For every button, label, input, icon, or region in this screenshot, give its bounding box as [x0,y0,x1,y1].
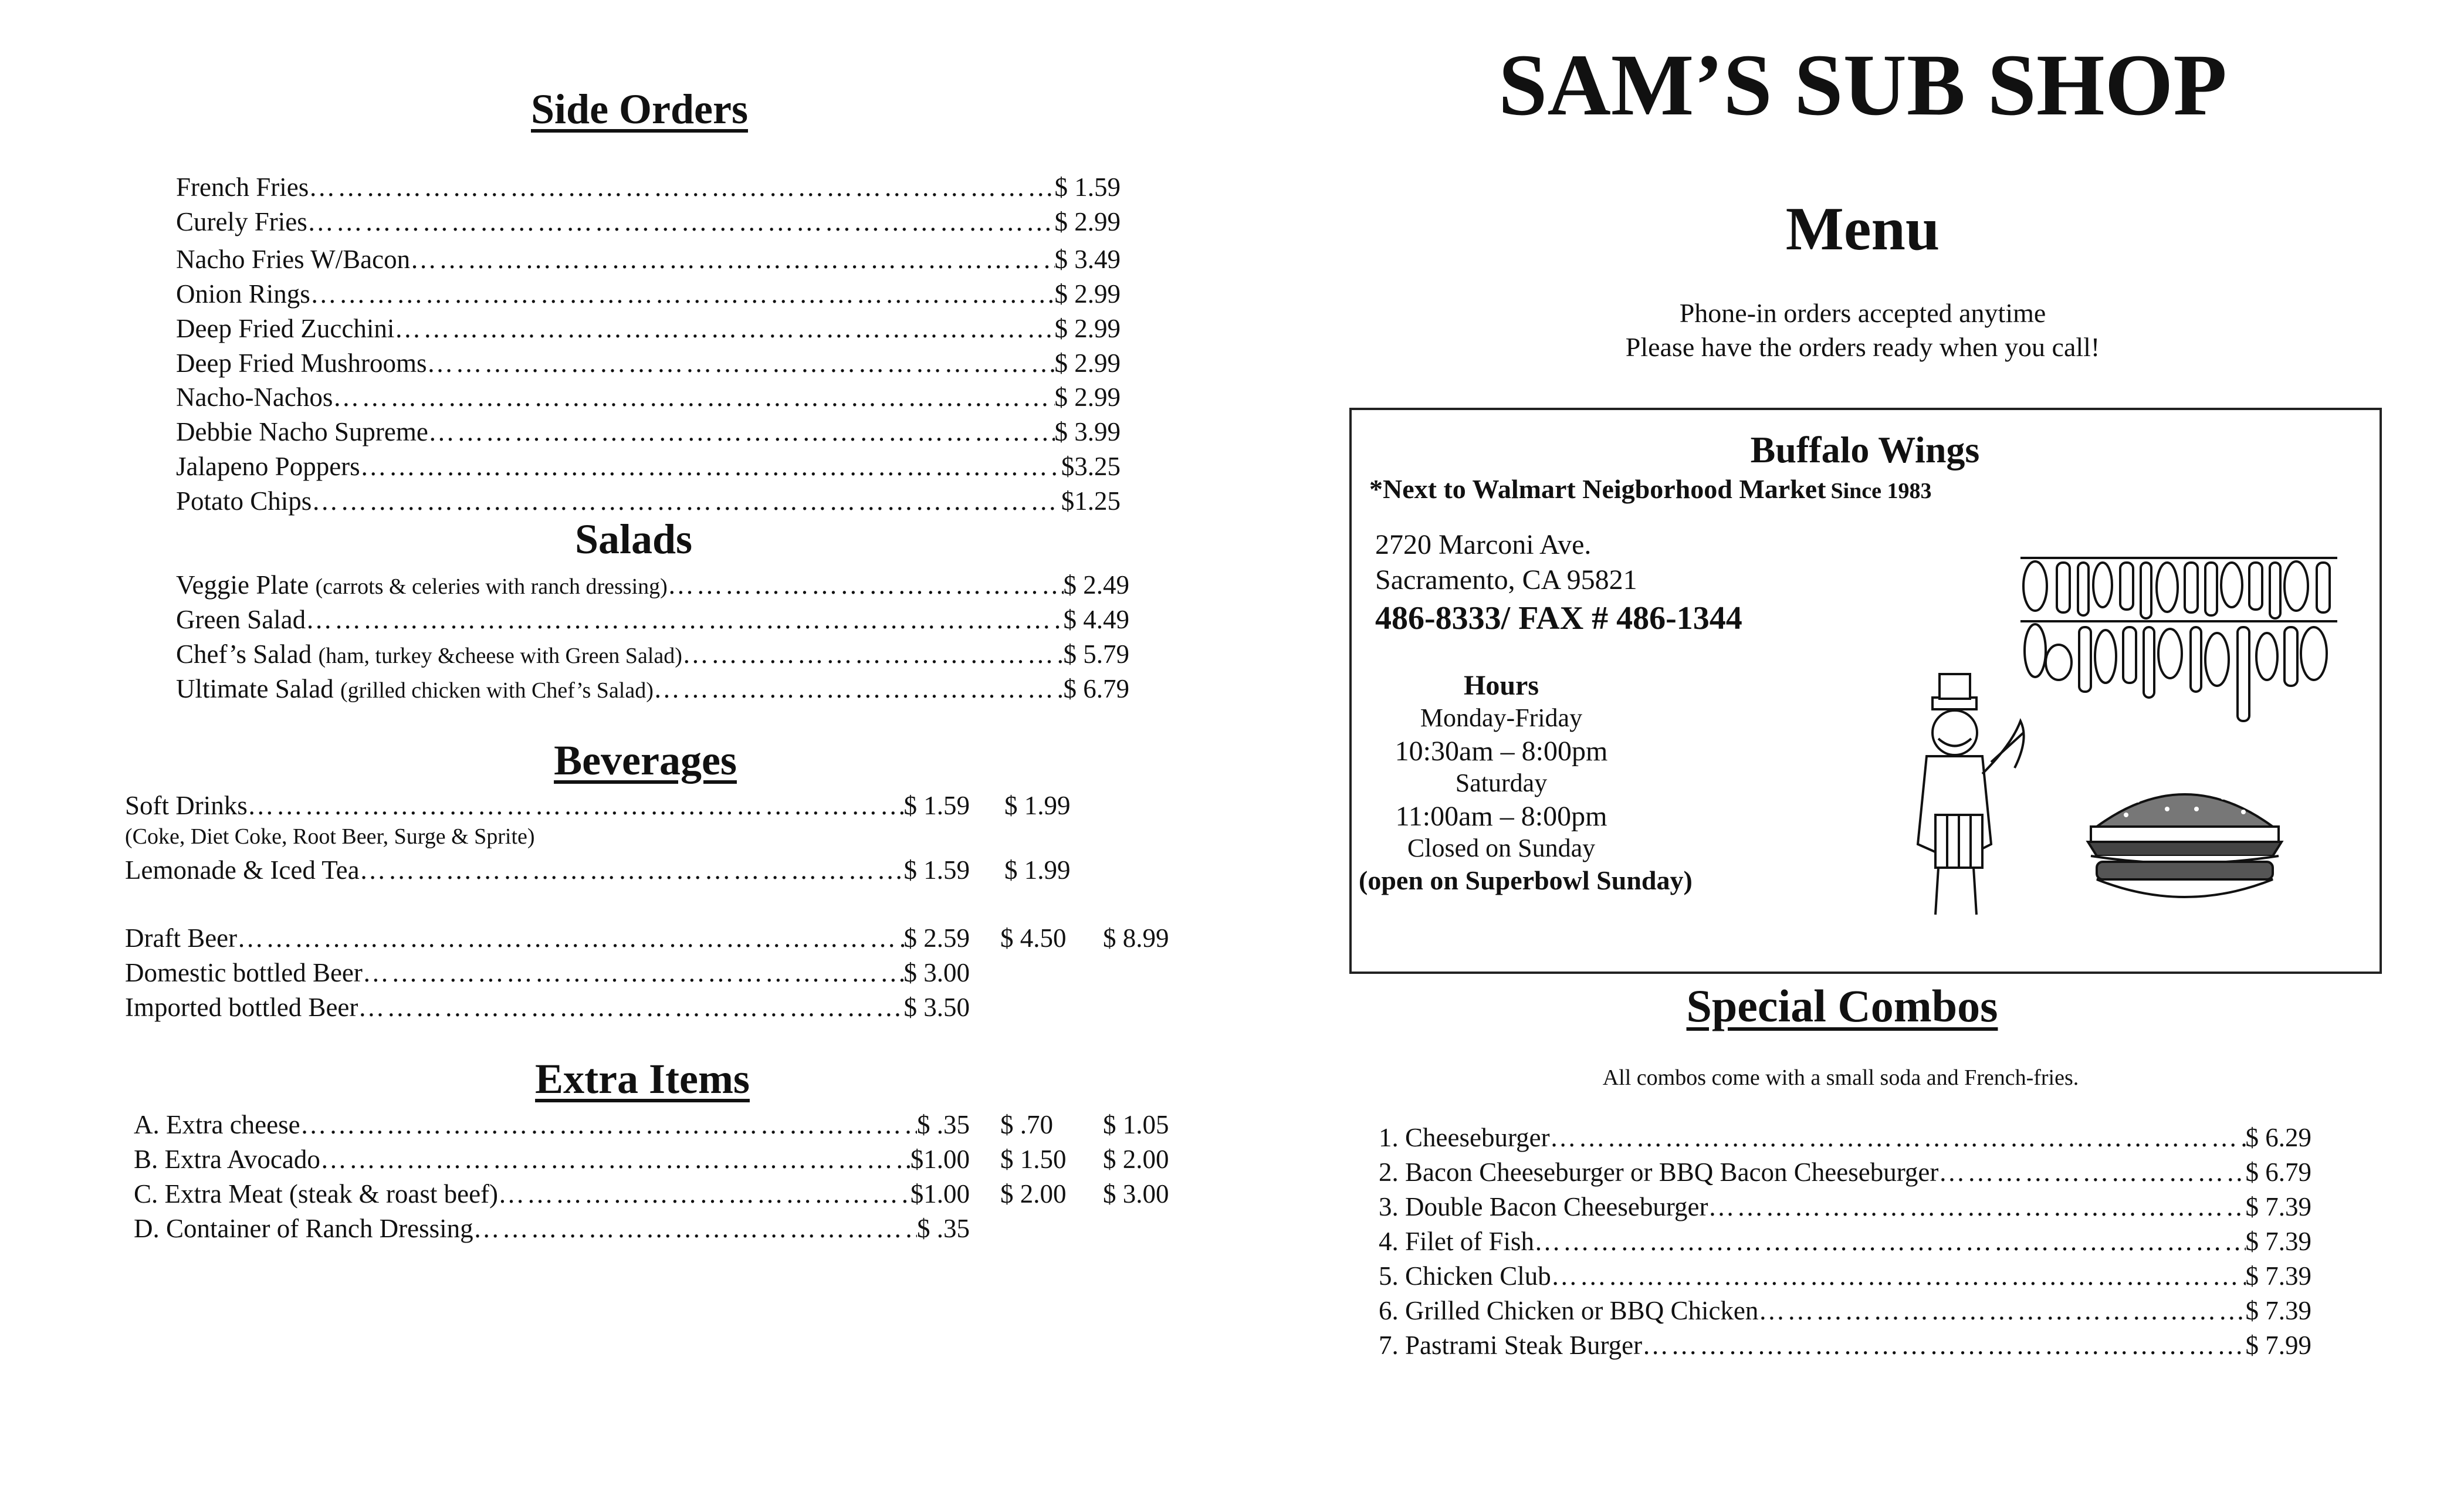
item-price: $ 1.59 [903,791,970,820]
item-name: Nacho Fries W/Bacon [176,245,411,274]
item-description: (carrots & celeries with ranch dressing) [315,574,668,599]
item-price: $ 2.99 [1054,279,1121,309]
list-item [1379,1294,2311,1328]
saturday-hours: 11:00am – 8:00pm [1395,801,1607,832]
item-price-large: $ 1.99 [1004,791,1071,820]
item-name: Deep Fried Zucchini [176,314,395,343]
item-price: $ 3.00 [903,958,970,987]
item-name: Veggie Plate [176,570,309,600]
info-box-title: Buffalo Wings [1750,429,1980,471]
list-item [1379,1259,2311,1293]
salads-heading: Salads [574,516,693,563]
list-item [176,170,1121,204]
item-price: $ 6.29 [2245,1123,2311,1152]
list-item [125,853,970,887]
item-price: $ 1.59 [1054,172,1121,202]
item-name: 3. Double Bacon Cheeseburger [1379,1192,1708,1221]
list-item [1379,1190,2311,1224]
side-orders-heading: Side Orders [531,86,748,133]
info-box [1349,408,2382,974]
item-price-medium: $ 4.50 [1000,923,1067,953]
extra-items-heading: Extra Items [535,1055,750,1102]
item-price: $1.00 [910,1179,970,1209]
item-price: $ 6.79 [2245,1157,2311,1187]
item-name: D. Container of Ranch Dressing [134,1214,473,1243]
item-name: Debbie Nacho Supreme [176,417,428,446]
item-price: $ 2.49 [1063,570,1129,600]
saturday-label: Saturday [1455,769,1548,797]
tagline: *Next to Walmart Neigborhood Market [1369,474,1826,504]
item-price: $ 7.99 [2245,1331,2311,1360]
item-price-large: $ 1.99 [1004,855,1071,885]
item-description: (grilled chicken with Chef’s Salad) [340,678,654,703]
item-price: $ 7.39 [2245,1192,2311,1221]
item-name: 5. Chicken Club [1379,1261,1551,1291]
since-label: Since 1983 [1830,479,1932,503]
item-price: $ 6.79 [1063,674,1129,703]
item-price: $ 4.49 [1063,605,1129,634]
list-item [176,484,1121,518]
list-item [176,312,1121,346]
item-name: Imported bottled Beer [125,993,358,1022]
list-item [1379,1121,2311,1155]
list-item [176,449,1121,483]
list-item [1379,1328,2311,1362]
address-line-2: Sacramento, CA 95821 [1375,564,1637,595]
list-item [176,346,1121,380]
weekday-hours: 10:30am – 8:00pm [1395,736,1608,767]
list-item [176,637,1129,673]
item-name: Ultimate Salad [176,674,334,703]
list-item [1379,1155,2311,1189]
item-price-large: $ 1.05 [1103,1110,1169,1139]
item-name: 4. Filet of Fish [1379,1227,1535,1256]
item-name: Potato Chips [176,486,312,516]
item-name: 6. Grilled Chicken or BBQ Chicken [1379,1296,1759,1325]
item-price: $ 7.39 [2245,1227,2311,1256]
list-item [125,788,970,823]
shop-name: SAM’S SUB SHOP [1498,36,2227,134]
sunday-closed: Closed on Sunday [1407,834,1596,862]
item-price: $ 2.99 [1054,207,1121,236]
list-item [125,956,970,990]
item-price: $ 2.59 [903,923,970,953]
item-price: $ 3.99 [1054,417,1121,446]
item-name: French Fries [176,172,309,202]
item-price: $1.00 [910,1145,970,1174]
item-name: 2. Bacon Cheeseburger or BBQ Bacon Cheeseburger [1379,1157,1939,1187]
item-name: Green Salad [176,605,306,634]
list-item [1379,1224,2311,1258]
list-item [176,603,1129,637]
list-item [176,205,1121,239]
phone-orders-note: Phone-in orders accepted anytime [1679,298,2046,328]
item-price-medium: $ 2.00 [1000,1179,1067,1209]
item-name: Chef’s Salad [176,639,312,669]
list-item [176,672,1129,708]
item-name: Draft Beer [125,923,238,953]
item-price-large: $ 2.00 [1103,1145,1169,1174]
item-price-large: $ 3.00 [1103,1179,1169,1209]
item-description: (ham, turkey &cheese with Green Salad) [318,644,682,668]
list-item [134,1177,970,1211]
list-item [176,568,1129,604]
item-price: $ 7.39 [2245,1261,2311,1291]
superbowl-note: (open on Superbowl Sunday) [1359,865,1693,895]
item-name: Jalapeno Poppers [176,452,360,481]
ready-orders-note: Please have the orders ready when you call! [1625,332,2100,362]
item-price: $ 3.49 [1054,245,1121,274]
item-name: Soft Drinks [125,791,248,820]
list-item [134,1211,970,1245]
item-price: $ 3.50 [903,993,970,1022]
item-price-medium: $ .70 [1000,1110,1053,1139]
item-price: $ 2.99 [1054,383,1121,412]
list-item [125,921,970,955]
sub-shop-illustration [1903,551,2355,926]
item-name: Nacho-Nachos [176,383,333,412]
item-price: $ 7.39 [2245,1296,2311,1325]
combos-note: All combos come with a small soda and French-fries. [1602,1065,2079,1090]
address-line-1: 2720 Marconi Ave. [1375,529,1592,560]
hours-title: Hours [1463,670,1539,701]
item-price-large: $ 8.99 [1103,923,1169,953]
item-name: 7. Pastrami Steak Burger [1379,1331,1643,1360]
list-item [134,1142,970,1176]
item-price: $3.25 [1061,452,1121,481]
list-item [176,415,1121,449]
list-item [134,1108,970,1142]
beverages-heading: Beverages [554,737,737,784]
item-price: $ 5.79 [1063,639,1129,669]
item-price: $ .35 [917,1110,970,1139]
item-name: Onion Rings [176,279,310,309]
item-name: Curely Fries [176,207,307,236]
item-name: Deep Fried Mushrooms [176,348,427,378]
item-price: $ 1.59 [903,855,970,885]
item-price: $1.25 [1061,486,1121,516]
special-combos-heading: Special Combos [1686,980,1998,1031]
list-item [176,277,1121,311]
soft-drinks-note: (Coke, Diet Coke, Root Beer, Surge & Sprite) [125,824,535,849]
info-box-tagline-row [1369,472,1932,513]
item-name: A. Extra cheese [134,1110,300,1139]
list-item [176,242,1121,276]
list-item [176,380,1121,414]
item-name: Lemonade & Iced Tea [125,855,360,885]
weekday-label: Monday-Friday [1420,703,1583,732]
item-price: $ 2.99 [1054,314,1121,343]
menu-title: Menu [1785,194,1940,263]
item-price-medium: $ 1.50 [1000,1145,1067,1174]
item-name: C. Extra Meat (steak & roast beef) [134,1179,499,1209]
list-item [125,990,970,1024]
phone-fax: 486-8333/ FAX # 486-1344 [1375,600,1742,637]
item-price: $ .35 [917,1214,970,1243]
item-name: 1. Cheeseburger [1379,1123,1550,1152]
item-price: $ 2.99 [1054,348,1121,378]
item-name: B. Extra Avocado [134,1145,320,1174]
item-name: Domestic bottled Beer [125,958,363,987]
